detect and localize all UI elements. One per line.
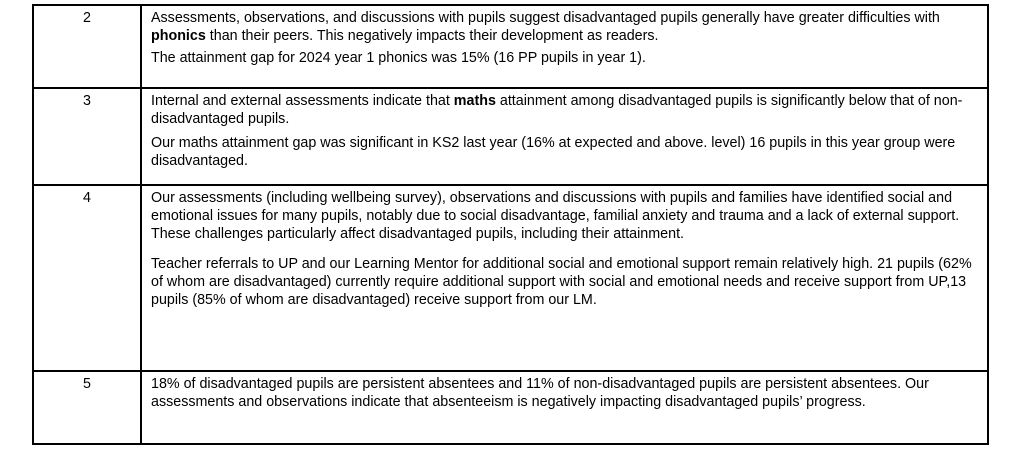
detail-bold-text: maths [453, 93, 496, 109]
detail-paragraph [151, 92, 981, 128]
detail-paragraph: Our maths attainment gap was significant in KS2 last year (16% at expected and above. level) 16 pupils in this year group were disadvantaged. [151, 135, 956, 169]
challenge-detail [141, 371, 988, 444]
detail-paragraph: Our assessments (including wellbeing survey), observations and discussions with pupils and families have identified social and emotional issues for many pupils, notably due to social disadvantage, familial anxiety and trauma and a lack of external support. These challenges particularly affect disadvantaged pupils, including their attainment. [151, 190, 960, 242]
detail-paragraph: Teacher referrals to UP and our Learning Mentor for additional social and emotional support remain relatively high. 21 pupils (62% of whom are disadvantaged) currently require additional support with social and emotional needs and receive support from UP,13 pupils (85% of whom are disadvantaged) receive support from our LM. [151, 256, 972, 308]
challenge-number: 2 [33, 5, 141, 88]
challenges-table [32, 4, 989, 445]
detail-text: attainment among disadvantaged pupils is significantly below that of non-disadvantaged pupils. [151, 93, 963, 127]
challenge-detail [141, 185, 988, 371]
detail-paragraph: 18% of disadvantaged pupils are persistent absentees and 11% of non-disadvantaged pupils are persistent absentees. Our assessments and observations indicate that absenteeism is negatively impacting disadvantaged pupils’ progress. [151, 376, 929, 410]
table-row [33, 371, 988, 444]
challenge-detail [141, 88, 988, 185]
challenge-number: 5 [33, 371, 141, 444]
table-row [33, 185, 988, 371]
table-row [33, 5, 988, 88]
detail-text: Internal and external assessments indicate that [151, 93, 454, 109]
detail-paragraph [151, 9, 981, 45]
challenge-number: 3 [33, 88, 141, 185]
detail-bold-text: phonics [151, 28, 206, 44]
table-row [33, 88, 988, 185]
detail-text: Assessments, observations, and discussions with pupils suggest disadvantaged pupils generally have greater difficulties with [151, 10, 940, 26]
detail-paragraph: The attainment gap for 2024 year 1 phonics was 15% (16 PP pupils in year 1). [151, 50, 646, 66]
challenge-number: 4 [33, 185, 141, 371]
detail-text: than their peers. This negatively impacts their development as readers. [205, 28, 659, 44]
challenge-detail [141, 5, 988, 88]
